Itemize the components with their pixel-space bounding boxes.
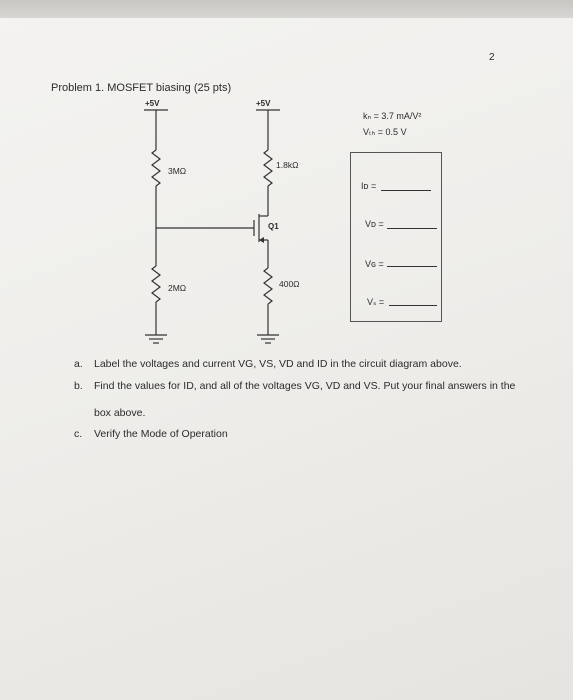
resistor-400-zigzag xyxy=(264,268,272,304)
r-400-label: 400Ω xyxy=(279,279,300,289)
question-a xyxy=(74,358,462,370)
r-3M-label: 3MΩ xyxy=(168,166,187,176)
question-c-text: Verify the Mode of Operation xyxy=(94,428,228,440)
left-supply-label: +5V xyxy=(145,99,160,108)
question-a-letter: a. xyxy=(74,358,83,370)
page-number: 2 xyxy=(489,52,495,63)
vd-label: Vᴅ = xyxy=(365,219,384,229)
vth-param: Vₜₕ = 0.5 V xyxy=(363,127,407,137)
vs-answer-line[interactable] xyxy=(389,305,437,306)
vs-label: Vₛ = xyxy=(367,297,385,307)
question-b-text: Find the values for ID, and all of the voltages VG, VD and VS. Put your final answers in the xyxy=(94,380,516,392)
question-b-text-2: box above. xyxy=(94,407,146,419)
resistor-1.8k-zigzag xyxy=(264,150,272,186)
kn-param: kₙ = 3.7 mA/V² xyxy=(363,111,422,121)
resistor-3M-zigzag xyxy=(152,150,160,186)
r-2M-label: 2MΩ xyxy=(168,283,187,293)
question-c-letter: c. xyxy=(74,428,83,440)
id-answer-line[interactable] xyxy=(381,190,431,191)
question-a-text: Label the voltages and current VG, VS, VD and ID in the circuit diagram above. xyxy=(94,358,462,370)
question-b-continued xyxy=(94,407,145,419)
question-c xyxy=(74,428,228,440)
answer-box xyxy=(350,152,442,322)
source-arrow-icon xyxy=(259,237,264,243)
q1-label: Q1 xyxy=(268,222,279,231)
r-1.8k-label: 1.8kΩ xyxy=(276,160,299,170)
question-b-letter: b. xyxy=(74,380,83,392)
vd-answer-line[interactable] xyxy=(387,228,437,229)
vg-answer-line[interactable] xyxy=(387,266,437,267)
id-label: Iᴅ = xyxy=(361,181,377,191)
question-b xyxy=(74,380,515,392)
resistor-2M-zigzag xyxy=(152,266,160,302)
problem-title: Problem 1. MOSFET biasing (25 pts) xyxy=(51,82,232,94)
right-supply-label: +5V xyxy=(256,99,271,108)
vg-label: Vɢ = xyxy=(365,259,384,269)
